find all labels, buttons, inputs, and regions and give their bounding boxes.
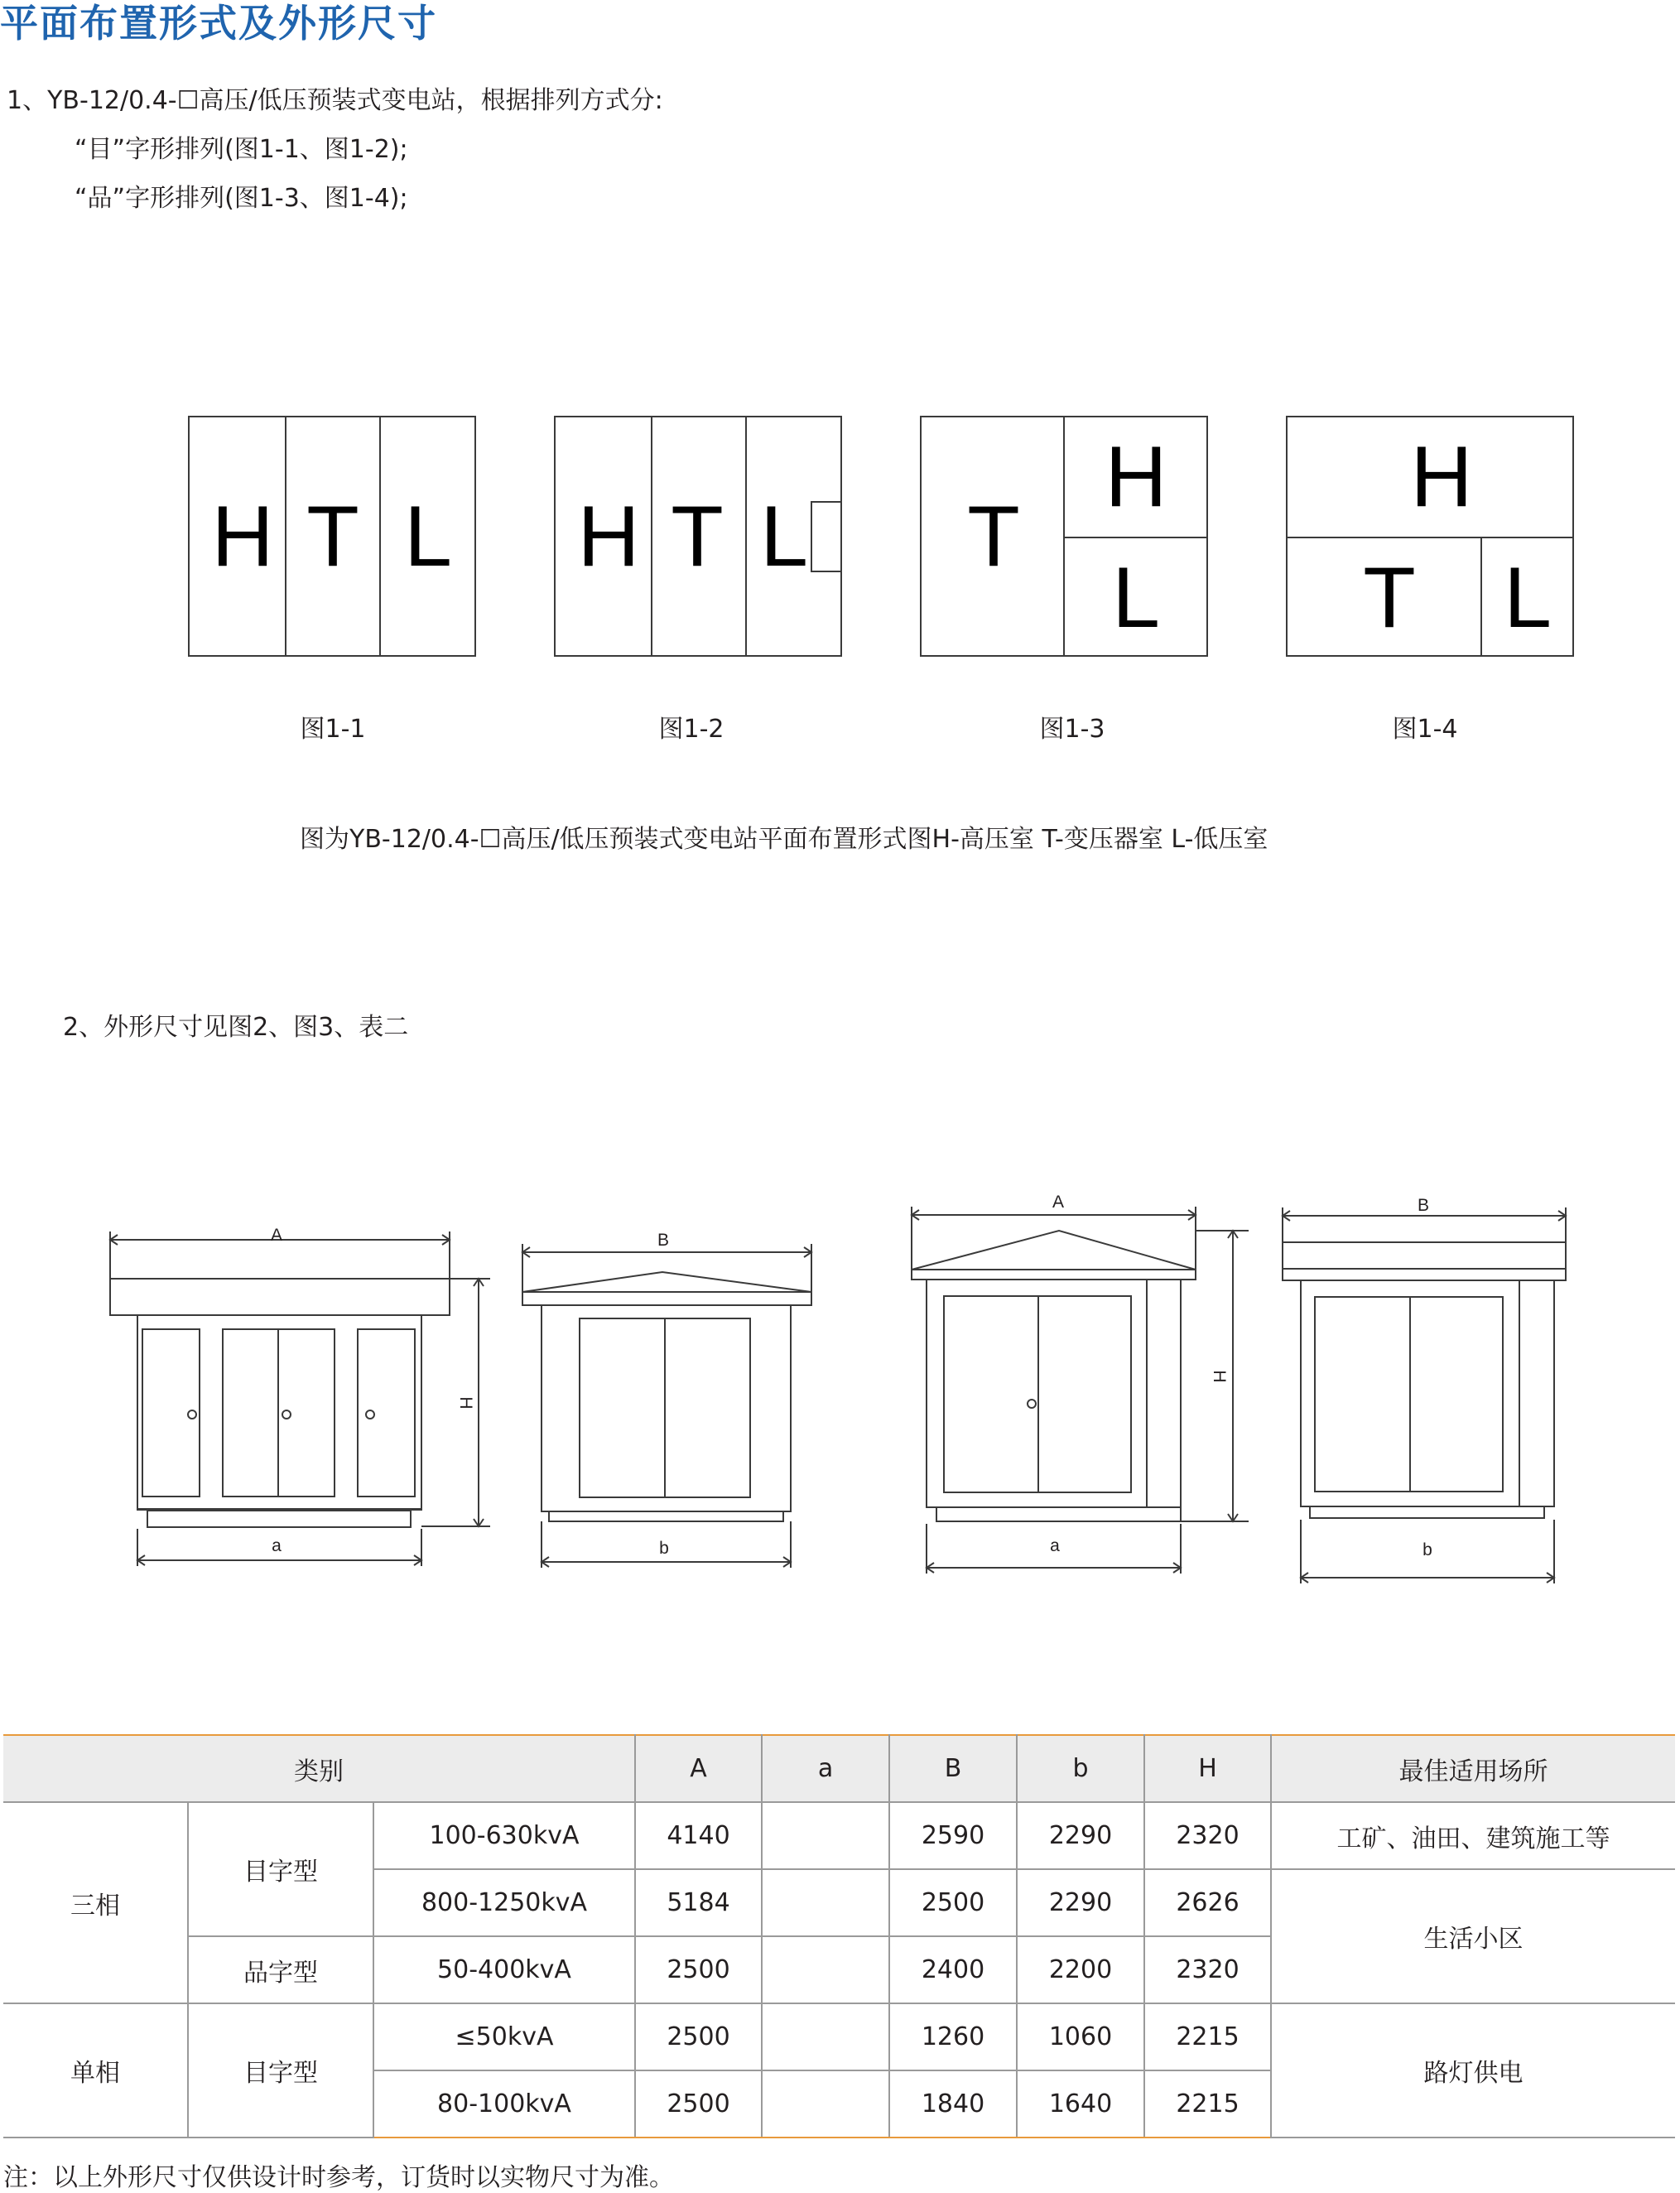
type-cell: 目字型 xyxy=(188,1802,373,1936)
header-use: 最佳适用场所 xyxy=(1271,1735,1675,1802)
value-B: 1260 xyxy=(889,2003,1017,2070)
capacity-cell: 80-100kvA xyxy=(373,2070,635,2138)
table-row xyxy=(3,1802,1675,1869)
drawing1-label-H: H xyxy=(456,1396,475,1410)
value-H: 2320 xyxy=(1144,1802,1271,1869)
value-b: 2290 xyxy=(1017,1869,1144,1936)
use-cell: 路灯供电 xyxy=(1271,2003,1675,2138)
header-B: B xyxy=(889,1735,1017,1802)
value-B: 1840 xyxy=(889,2070,1017,2138)
header-A: A xyxy=(635,1735,762,1802)
fig1-letter-t: T xyxy=(306,489,359,585)
drawing3-label-A: A xyxy=(1052,1193,1065,1212)
value-H: 2215 xyxy=(1144,2070,1271,2138)
header-b: b xyxy=(1017,1735,1144,1802)
spec-table xyxy=(3,1734,1675,2138)
value-a xyxy=(762,2070,889,2138)
table-row xyxy=(3,2003,1675,2070)
page-title: 平面布置形式及外形尺寸 xyxy=(0,1,437,46)
value-a xyxy=(762,1869,889,1936)
fig2-label: 图1-2 xyxy=(658,715,724,744)
capacity-cell: 100-630kvA xyxy=(373,1802,635,1869)
header-a: a xyxy=(762,1735,889,1802)
value-a xyxy=(762,2003,889,2070)
value-A: 2500 xyxy=(635,2003,762,2070)
intro-line-1: 1、YB-12/0.4-☐高压/低压预装式变电站，根据排列方式分: xyxy=(7,86,663,115)
fig2-letter-l: L xyxy=(760,489,808,585)
value-A: 4140 xyxy=(635,1802,762,1869)
fig1-label: 图1-1 xyxy=(300,715,366,744)
drawing3-label-a: a xyxy=(1050,1536,1060,1555)
fig4-letter-h: H xyxy=(1410,429,1473,525)
value-B: 2590 xyxy=(889,1802,1017,1869)
value-H: 2626 xyxy=(1144,1869,1271,1936)
capacity-cell: 50-400kvA xyxy=(373,1936,635,2003)
header-category: 类别 xyxy=(3,1735,635,1802)
fig3-letter-h: H xyxy=(1105,429,1167,525)
value-b: 1640 xyxy=(1017,2070,1144,2138)
intro-line-3: “品”字形排列(图1-3、图1-4); xyxy=(75,184,408,213)
value-A: 2500 xyxy=(635,2070,762,2138)
drawing-2-side xyxy=(522,1231,811,1568)
drawing3-label-H: H xyxy=(1210,1370,1229,1383)
fig2-letter-h: H xyxy=(577,489,640,585)
value-b: 1060 xyxy=(1017,2003,1144,2070)
value-B: 2500 xyxy=(889,1869,1017,1936)
phase-cell: 三相 xyxy=(3,1802,188,2003)
drawing2-label-B: B xyxy=(657,1231,670,1250)
use-cell: 生活小区 xyxy=(1271,1869,1675,2003)
header-H: H xyxy=(1144,1735,1271,1802)
fig3-letter-l: L xyxy=(1112,550,1160,646)
drawing-1-front xyxy=(110,1226,490,1566)
value-A: 5184 xyxy=(635,1869,762,1936)
drawing1-label-a: a xyxy=(272,1536,282,1555)
intro-line-2: “目”字形排列(图1-1、图1-2); xyxy=(75,135,408,164)
value-A: 2500 xyxy=(635,1936,762,2003)
capacity-cell: 800-1250kvA xyxy=(373,1869,635,1936)
fig3-label: 图1-3 xyxy=(1039,715,1105,744)
drawing-3-front xyxy=(912,1193,1249,1574)
phase-cell: 单相 xyxy=(3,2003,188,2138)
fig1-letter-l: L xyxy=(404,489,452,585)
value-b: 2290 xyxy=(1017,1802,1144,1869)
figure-caption: 图为YB-12/0.4-☐高压/低压预装式变电站平面布置形式图H-高压室 T-变压器室 L-低压室 xyxy=(300,825,1268,854)
drawing4-label-B: B xyxy=(1417,1196,1430,1215)
value-H: 2320 xyxy=(1144,1936,1271,2003)
fig1-letter-h: H xyxy=(211,489,274,585)
footnote: 注：以上外形尺寸仅供设计时参考，订货时以实物尺寸为准。 xyxy=(3,2163,674,2192)
fig4-letter-l: L xyxy=(1504,550,1552,646)
table-header-row xyxy=(3,1735,1675,1802)
value-a xyxy=(762,1936,889,2003)
drawing1-label-A: A xyxy=(270,1226,283,1245)
drawing-4-side xyxy=(1283,1196,1566,1583)
type-cell: 目字型 xyxy=(188,2003,373,2138)
use-cell: 工矿、油田、建筑施工等 xyxy=(1271,1802,1675,1869)
value-B: 2400 xyxy=(889,1936,1017,2003)
value-a xyxy=(762,1802,889,1869)
fig3-letter-t: T xyxy=(967,489,1020,585)
drawing4-label-b: b xyxy=(1422,1540,1432,1559)
section-2-heading: 2、外形尺寸见图2、图3、表二 xyxy=(63,1013,409,1042)
value-b: 2200 xyxy=(1017,1936,1144,2003)
fig4-label: 图1-4 xyxy=(1392,715,1458,744)
fig2-letter-t: T xyxy=(671,489,724,585)
value-H: 2215 xyxy=(1144,2003,1271,2070)
capacity-cell: ≤50kvA xyxy=(373,2003,635,2070)
fig4-letter-t: T xyxy=(1363,550,1416,646)
drawing2-label-b: b xyxy=(659,1539,669,1558)
type-cell: 品字型 xyxy=(188,1936,373,2003)
